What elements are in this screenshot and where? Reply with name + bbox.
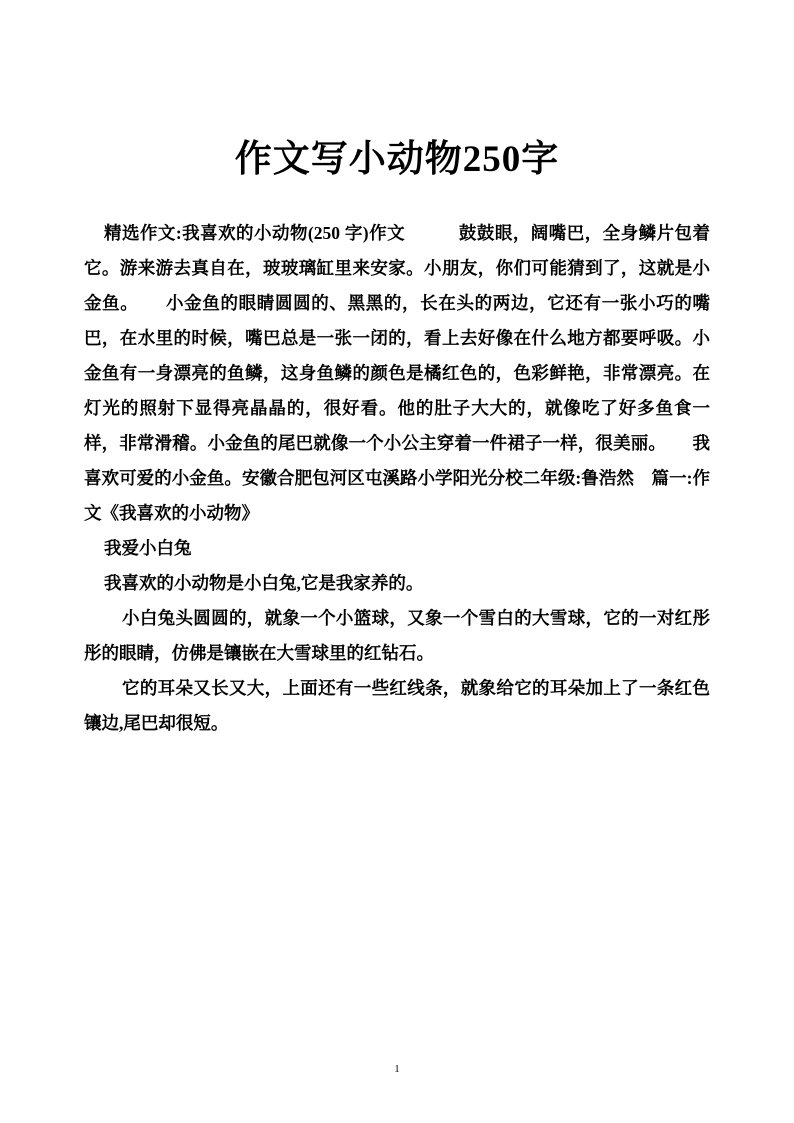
page-title: 作文写小动物250字 [234,139,560,180]
paragraph: 它的耳朵又长又大，上面还有一些红线条，就象给它的耳朵加上了一条红色镶边,尾巴却很短。 [84,678,710,734]
page-number: 1 [394,1064,400,1075]
paragraph: 我喜欢的小动物是小白兔,它是我家养的。 [104,573,424,594]
paragraph: 小白兔头圆圆的，就象一个小篮球，又象一个雪白的大雪球，它的一对红彤彤的眼睛，仿佛是镶嵌在大雪球里的红钻石。 [84,608,710,664]
paragraph: 精选作文:我喜欢的小动物(250 字)作文 鼓鼓眼，阔嘴巴，全身鳞片包着它。游来游去真自在，玻玻璃缸里来安家。小朋友，你们可能猜到了，这就是小金鱼。 小金鱼的眼睛圆圆的、黑黑的，长在头的两边，它还有一张小巧的嘴巴，在水里的时候，嘴巴总是一张一闭的，看上去好像在什么地方都要呼吸。小金鱼有一身漂亮的鱼鳞，这身鱼鳞的颜色是橘红色的，色彩鲜艳，非常漂亮。在灯光的照射下显得亮晶晶的，很好看。他的肚子大大的，就像吃了好多鱼食一样，非常滑稽。小金鱼的尾巴就像一个小公主穿着一件裙子一样，很美丽。 我喜欢可爱的小金鱼。安徽合肥包河区屯溪路小学阳光分校二年级:鲁浩然 篇一:作文《我喜欢的小动物》 [84,223,710,524]
paragraph: 我爱小白兔 [104,538,192,559]
document-body [84,216,710,741]
